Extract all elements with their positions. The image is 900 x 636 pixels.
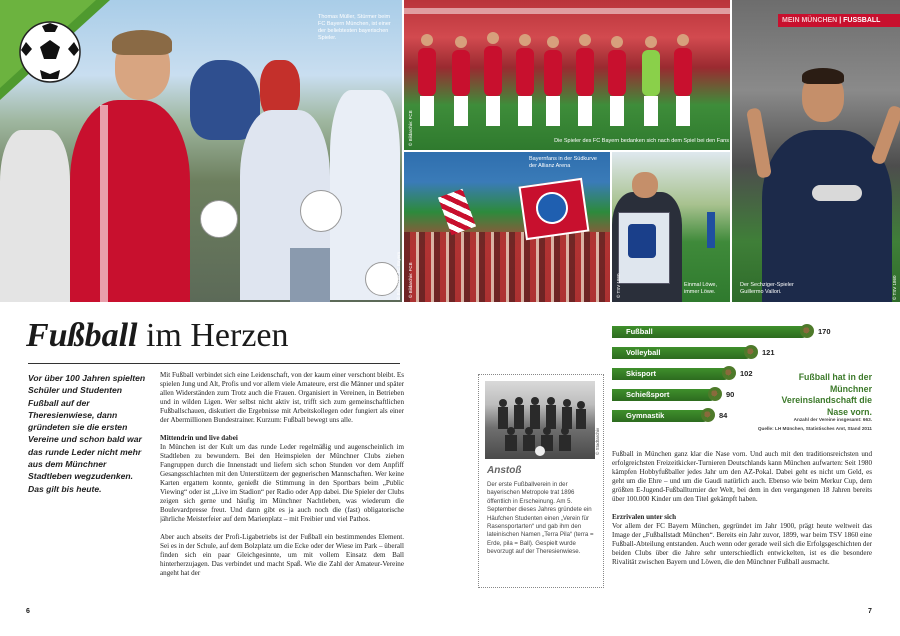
caption-mueller: Thomas Müller, Stürmer beim FC Bayern München, ist einer der beliebtesten bayerischen Spieler. <box>318 14 391 41</box>
paragraph: Fußball in München ganz klar die Nase vorn. Und auch mit den traditionsreichsten und erfolgreichsten Freizeitkicker-Turnieren Deutschlands kann München aufwarten: Seit 1980 kämpfen Hobbyfußballer jedes Jahr um den AZ-Pokal. Dabei geht es nicht um Geld, es geht um die Ehre – und um die Gaudi natürlich auch. Ebenso wie beim Merkur Cup, dem größten E-Jugend-Fußballturnier der Welt, bei dem in den vergangenen 18 Jahren bereits über 100.000 Kinder um den Titel gekämpft haben. <box>612 450 872 504</box>
photo-credit: © Stadtarchiv <box>595 427 600 455</box>
subheading: Mittendrin und live dabei <box>160 433 238 442</box>
body-column-right <box>612 450 872 596</box>
chart-value-label: 90 <box>726 390 735 399</box>
chart-source: Quelle: LH München, Statistisches Amt, Stand 2011 <box>757 426 872 431</box>
photo-loewe-fan <box>612 152 730 302</box>
section-tag-left: MEIN MÜNCHEN <box>782 17 838 24</box>
paragraph: In München ist der Kult um das runde Leder regelmäßig und augenscheinlich im Stadtleben zu bewundern. Bei den Heimspielen der Münchner Clubs ziehen Fangruppen durch die Innenstadt und liefern sich schon Stunden vor dem Anpfiff Gesangsschlachten mit den Unterstützern der gegnerischen Mannschaften. Wer keine Karten ergattern konnte, genießt die Stimmung in den Sportbars beim „Public Viewing“ oder ist „Live im Stadion“ per Radio oder App dabei. Die Spieler der Clubs zeigen sich gerne und häufig im Münchner Nachtleben, was wiederum die Boulevardpresse freut. Und dann gibt es ja auch noch die (fast) obligatorische jährliche Meisterfeier auf dem Marienplatz – mit Freibier und viel Pathos. <box>160 442 404 524</box>
chart-value-label: 121 <box>762 348 775 357</box>
photo-credit: © TSV 1860 <box>892 275 897 300</box>
photo-fans-suedkurve <box>404 152 610 302</box>
title-bold: Fußball <box>26 317 138 354</box>
chart-value-label: 102 <box>740 369 753 378</box>
intro-text: Vor über 100 Jahren spielten Schüler und Studenten Fußball auf der Theresienwiese, dann gründeten sie die ersten Vereine und schon bald war das runde Leder nicht mehr aus dem Münchner Stadtleben wegzudenken. Das gilt bis heute. <box>28 373 146 494</box>
chart-bar-row <box>612 347 852 359</box>
section-tag-right: FUSSBALL <box>843 17 881 24</box>
chart-title: Fußball hat in der Münchner Vereinslandschaft die Nase vorn. <box>781 372 872 417</box>
photo-team-stadium <box>404 0 730 150</box>
chart-bar-row <box>612 326 852 338</box>
anstoss-box <box>478 374 604 588</box>
anstoss-title: Anstoß <box>487 465 522 476</box>
page-title <box>26 318 289 354</box>
turf-roll-icon <box>701 408 715 422</box>
caption-loewe: Einmal Löwe, immer Löwe. <box>684 282 718 295</box>
anstoss-text: Der erste Fußballverein in der bayerischen Metropole trat 1896 öffentlich in Erscheinung. Am 5. September dieses Jahres gründete ein Häufchen Studenten einen „Verein für Rasensportarten“ und gab ihm den lateinischen Namen „Terra Pila“ (terra = Erde, pila = Ball). Gespielt wurde bevorzugt auf der Theresienwiese. <box>487 481 594 556</box>
caption-team: Die Spieler des FC Bayern bedanken sich nach dem Spiel bei den Fans <box>554 138 729 144</box>
photo-credit: © Bildarchiv: FCB <box>408 262 413 298</box>
body-column-left <box>160 371 404 593</box>
subheading: Erzrivalen unter sich <box>612 512 677 521</box>
chart-category-label: Gymnastik <box>626 411 665 420</box>
turf-roll-icon <box>708 387 722 401</box>
photo-credit: © TSV 1860 <box>616 273 621 298</box>
section-tag-sep: | <box>839 17 842 24</box>
turf-roll-icon <box>800 324 814 338</box>
caption-player: Der Sechziger-Spieler Guillermo Vallori. <box>740 282 794 295</box>
photo-player-1860 <box>732 0 900 302</box>
title-rule <box>28 363 400 364</box>
section-tag <box>778 14 900 27</box>
paragraph: Aber auch abseits der Profi-Ligabetriebs ist der Fußball ein bestimmendes Element. Sei es in der Schule, auf dem Bolzplatz um die Ecke oder der Wiese im Park – überall finden sich ein paar Gleichgesinnte, um mit vollem Einsatz dem Ball hinterherzujagen. Das verbindet und macht Spaß. Wie die Zahl der Amateur-Vereine angeht hat der <box>160 532 404 577</box>
caption-fans: Bayernfans in der Südkurve der Allianz Arena <box>529 156 597 169</box>
photo-mueller-signing <box>0 0 402 302</box>
chart-category-label: Volleyball <box>626 348 661 357</box>
chart-value-label: 170 <box>818 327 831 336</box>
chart-value-label: 84 <box>719 411 728 420</box>
paragraph: Vor allem der FC Bayern München, gegründet im Jahr 1900, prägt heute weltweit das Image der „Fußballstadt München“. Bereits ein Jahr zuvor, 1899, war beim TSV 1860 eine Fußball-Abteilung entstanden. Auch wenn oder gerade weil sich die Erfolgsgeschichten der beiden Clubs über die Jahre sehr unterschiedlich entwickelten, ist es die besondere Rivalität zwischen Bayern und Löwen, die den Münchner Fußball ausmacht. <box>612 521 872 567</box>
turf-roll-icon <box>744 345 758 359</box>
chart-category-label: Fußball <box>626 327 653 336</box>
chart-note: Anzahl der Vereine insgesamt: 663. <box>793 417 872 422</box>
chart-category-label: Schießsport <box>626 390 670 399</box>
soccer-ball-icon <box>0 0 110 100</box>
page-number-right: 7 <box>868 608 872 615</box>
title-rest: im Herzen <box>137 317 289 354</box>
turf-roll-icon <box>722 366 736 380</box>
historic-team-photo <box>485 381 595 459</box>
photo-credit: © Bildarchiv: FCB <box>408 110 413 146</box>
paragraph: Mit Fußball verbindet sich eine Leidenschaft, von der kaum einer verschont bleibt. Es spielen Jung und Alt, Profis und vor allem viele Amateure, erst die Männer und später allen Widerständen zum Trotz auch die Frauen. Organisiert in Vereinen, in Betrieben und in wilden Ligen. Wer selbst nicht aktiv ist, trifft sich zum gemeinschaftlichen Fußballschauen, diskutiert die Ergebnisse mit Arbeitskollegen oder fungiert als einer der Abermillionen Bundestrainer. Kurzum: Fußball bewegt uns alle. <box>160 371 404 425</box>
chart-category-label: Skisport <box>626 369 657 378</box>
photo-credit: © Bildarchiv: FC Bayern <box>396 251 401 300</box>
page-number-left: 6 <box>26 608 30 615</box>
